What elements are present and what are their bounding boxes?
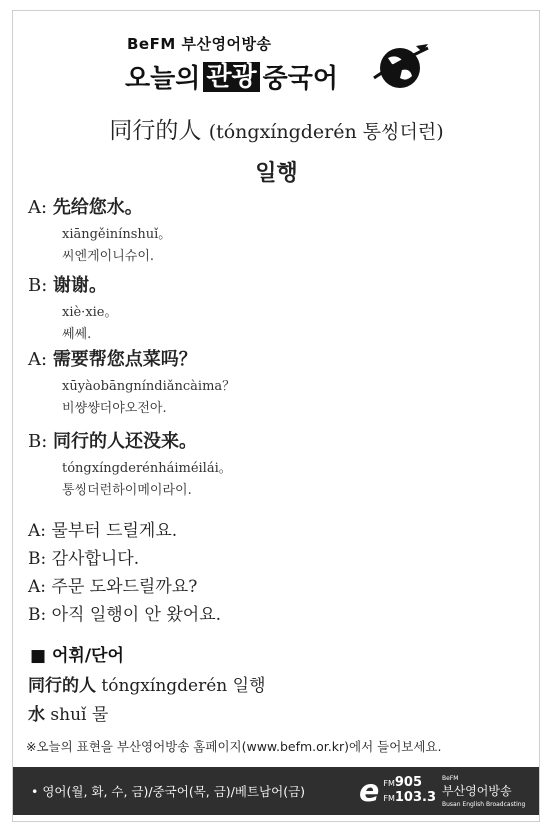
dialogue-reading: 통씽더런하이메이라이. [62, 483, 192, 498]
logo-name: BeFM 부산영어방송 Busan English Broadcasting [442, 774, 526, 808]
broadcast-schedule: • 영어(월, 화, 수, 금)/중국어(목, 금)/베트남어(금) [31, 784, 306, 799]
vocab-item [28, 700, 108, 725]
speaker: A: [28, 349, 48, 370]
dialogue-item [28, 271, 118, 342]
brand-title-boxed: 관광 [203, 62, 259, 92]
vocab-item [28, 671, 266, 696]
dialogue-item [28, 193, 171, 264]
translation-line: B: 감사합니다. [28, 549, 140, 569]
vocab-heading: ■ 어휘/단어 [30, 646, 124, 666]
dialogue-reading: 쎄쎄. [62, 327, 92, 342]
brand-title-post: 중국어 [262, 64, 338, 94]
dialogue-pinyin: xiāngěinínshuǐ。 [62, 227, 172, 242]
dialogue-pinyin: xiè·xie。 [62, 305, 118, 320]
brand-title-pre: 오늘의 [125, 64, 201, 94]
brand-top: BeFM 부산영어방송 [127, 35, 272, 53]
speaker: B: [28, 275, 48, 296]
dialogue-reading: 씨엔게이니슈이. [62, 249, 155, 264]
dialogue-item [28, 427, 232, 498]
lesson-subtitle: 일행 [255, 161, 298, 186]
vocab-word: 同行的人 [28, 676, 96, 696]
befm-logo [359, 769, 529, 813]
globe-plane-icon [370, 40, 432, 92]
speaker: A: [28, 197, 48, 218]
website-note: ※오늘의 표현을 부산영어방송 홈페이지(www.befm.or.kr)에서 들어보세요. [26, 739, 442, 754]
translation-line: A: 주문 도와드릴까요? [28, 577, 198, 597]
lesson-title [0, 112, 553, 145]
dialogue-pinyin: tóngxíngderénháiméilái。 [62, 461, 232, 476]
brand-title [125, 58, 338, 95]
lesson-title-chinese: 同行的人 [109, 118, 202, 144]
dialogue-chinese: 先给您水。 [52, 197, 143, 218]
logo-frequency: FM905 FM103.3 [383, 775, 436, 805]
translation-line: B: 아직 일행이 안 왔어요. [28, 605, 222, 625]
dialogue-chinese: 需要帮您点菜吗？ [52, 349, 197, 370]
vocab-meaning: 일행 [232, 676, 266, 696]
dialogue-chinese: 同行的人还没来。 [53, 431, 198, 452]
vocab-meaning: 물 [91, 705, 109, 725]
dialogue-reading: 비썅썅더야오전아. [62, 401, 167, 416]
vocab-pinyin: tóngxíngderén [101, 676, 228, 696]
footer-bar [13, 767, 539, 815]
dialogue-chinese: 谢谢。 [53, 275, 108, 296]
lesson-title-pinyin: (tóngxíngderén 통씽더런) [208, 121, 444, 143]
vocab-pinyin: shuǐ [50, 705, 87, 725]
translation-line: A: 물부터 드릴게요. [28, 521, 178, 541]
dialogue-item [28, 345, 235, 416]
befm-e-icon: e [359, 773, 380, 809]
vocab-word: 水 [28, 705, 45, 725]
speaker: B: [28, 431, 48, 452]
dialogue-pinyin: xūyàobāngníndiǎncàima？ [62, 379, 236, 394]
